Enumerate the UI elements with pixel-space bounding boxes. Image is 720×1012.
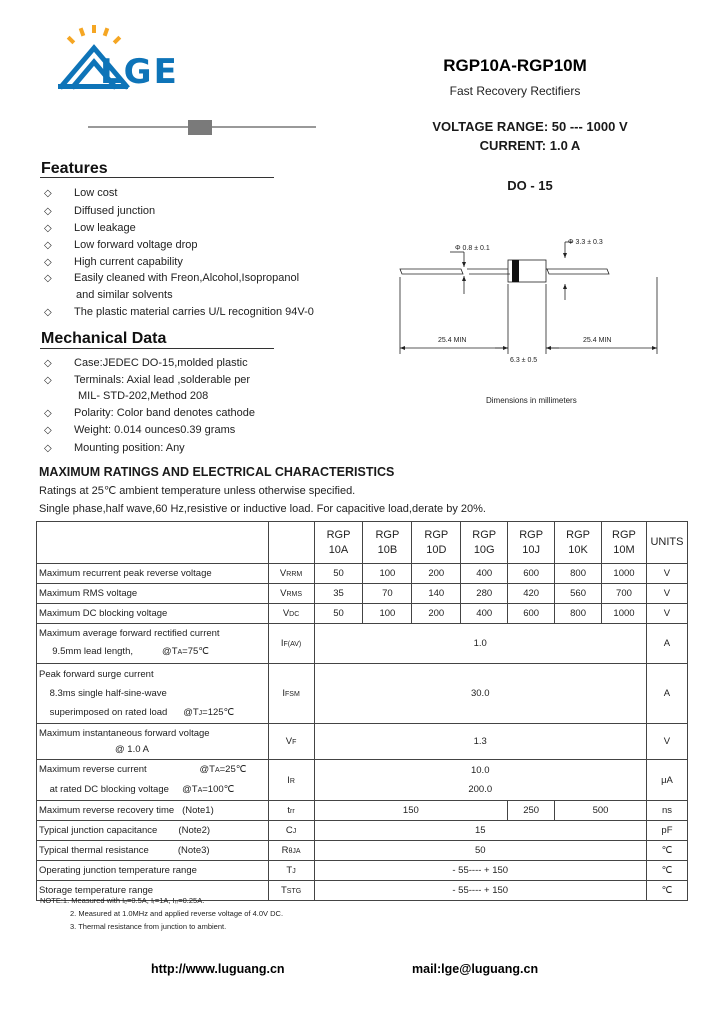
diamond-bullet-icon: ◇: [44, 408, 52, 419]
table-cell: 400: [461, 604, 508, 624]
table-cell: VRRM: [268, 564, 314, 584]
table-row: [37, 664, 688, 724]
table-cell: 10.0 200.0: [314, 760, 646, 801]
column-header: RGP 10G: [461, 522, 508, 564]
table-cell: 140: [412, 584, 461, 604]
table-cell: 560: [555, 584, 602, 604]
units-header: UNITS: [646, 522, 687, 564]
part-number: RGP10A-RGP10M: [443, 56, 587, 75]
table-cell: 100: [363, 564, 412, 584]
table-cell: IFSM: [268, 664, 314, 724]
table-row: [37, 724, 688, 760]
table-cell: V: [646, 564, 687, 584]
table-cell: 700: [602, 584, 647, 604]
table-cell: Maximum average forward rectified current 9.5mm lead length, @TA=75℃: [37, 624, 269, 664]
table-cell: - 55---- + 150: [314, 881, 646, 901]
package-name: DO - 15: [507, 178, 553, 193]
table-cell: ℃: [646, 861, 687, 881]
table-cell: 50: [314, 564, 363, 584]
diamond-bullet-icon: ◇: [44, 223, 52, 234]
table-row: [37, 821, 688, 841]
mechanical-divider: [40, 348, 274, 349]
table-header-row: [37, 522, 688, 564]
table-row: [37, 841, 688, 861]
brand-name: LGE: [100, 52, 179, 92]
table-cell: 500: [555, 801, 647, 821]
body-diameter-label: Φ 3.3 ± 0.3: [568, 239, 603, 246]
table-cell: Maximum DC blocking voltage: [37, 604, 269, 624]
body-length-label: 6.3 ± 0.5: [510, 357, 538, 364]
table-cell: 200: [412, 564, 461, 584]
table-row: [37, 584, 688, 604]
column-header: RGP 10A: [314, 522, 363, 564]
lead-length-left-label: 25.4 MIN: [438, 337, 467, 344]
column-header: RGP 10K: [555, 522, 602, 564]
table-row: [37, 624, 688, 664]
product-subtitle: Fast Recovery Rectifiers: [449, 84, 581, 98]
table-cell: Typical thermal resistance (Note3): [37, 841, 269, 861]
table-cell: Peak forward surge current 8.3ms single half-sine-wave superimposed on rated load @TJ=125℃: [37, 664, 269, 724]
table-cell: TJ: [268, 861, 314, 881]
column-header: RGP 10B: [363, 522, 412, 564]
diamond-bullet-icon: ◇: [44, 425, 52, 436]
diamond-bullet-icon: ◇: [44, 206, 52, 217]
voltage-range: VOLTAGE RANGE: 50 --- 1000 V: [432, 119, 628, 134]
table-cell: trr: [268, 801, 314, 821]
table-cell: 250: [508, 801, 555, 821]
ratings-table: [36, 521, 688, 901]
table-cell: 800: [555, 604, 602, 624]
note-3: 3. Thermal resistance from junction to ambient.: [70, 922, 227, 931]
table-row: [37, 564, 688, 584]
mechanical-list: ◇ Case:JEDEC DO-15,molded plastic ◇ Terminals: Axial lead ,solderable per MIL- STD-202,Method 208 ◇ Polarity: Color band denotes cathode ◇ Weight: 0.014 ounces0.39 grams ◇ Mounting position: Any: [44, 357, 256, 454]
table-cell: V: [646, 604, 687, 624]
features-divider: [40, 177, 274, 178]
features-list: ◇ Low cost ◇ Diffused junction ◇ Low leakage ◇ Low forward voltage drop ◇ High current capability ◇ Easily cleaned with Freon,Alcohol,Isopropanol and similar solvents ◇ The plastic material carries U/L recognition 94V-0: [44, 187, 314, 318]
footer-website-link[interactable]: http://www.luguang.cn: [151, 962, 285, 976]
note-2: 2. Measured at 1.0MHz and applied reverse voltage of 4.0V DC.: [70, 909, 284, 918]
table-cell: V: [646, 584, 687, 604]
ratings-title: MAXIMUM RATINGS AND ELECTRICAL CHARACTERISTICS: [39, 465, 395, 479]
logo-sunburst: [67, 25, 121, 44]
table-cell: 600: [508, 564, 555, 584]
table-cell: 280: [461, 584, 508, 604]
diamond-bullet-icon: ◇: [44, 257, 52, 268]
lead-length-right-label: 25.4 MIN: [583, 337, 612, 344]
table-cell: A: [646, 664, 687, 724]
table-cell: 1000: [602, 604, 647, 624]
table-cell: 1.3: [314, 724, 646, 760]
table-cell: [268, 522, 314, 564]
table-cell: Maximum reverse recovery time (Note1): [37, 801, 269, 821]
table-cell: RθJA: [268, 841, 314, 861]
table-cell: V: [646, 724, 687, 760]
table-cell: 150: [314, 801, 508, 821]
table-cell: 50: [314, 841, 646, 861]
table-cell: Operating junction temperature range: [37, 861, 269, 881]
current-rating: CURRENT: 1.0 A: [479, 138, 581, 153]
table-cell: ℃: [646, 881, 687, 901]
diamond-bullet-icon: ◇: [44, 358, 52, 369]
diamond-bullet-icon: ◇: [44, 188, 52, 199]
table-cell: IF(AV): [268, 624, 314, 664]
table-cell: ℃: [646, 841, 687, 861]
table-cell: Maximum recurrent peak reverse voltage: [37, 564, 269, 584]
table-cell: IR: [268, 760, 314, 801]
table-cell: 30.0: [314, 664, 646, 724]
diamond-bullet-icon: ◇: [44, 443, 52, 454]
note-1: NOTE:1. Measured with Iₑ=0.5A, Iᵣ=1A, Iᵣᵣ=0.25A.: [40, 896, 205, 905]
ratings-note-1: Ratings at 25℃ ambient temperature unless otherwise specified.: [39, 485, 356, 497]
table-cell: Maximum RMS voltage: [37, 584, 269, 604]
table-cell: 70: [363, 584, 412, 604]
do15-dimension-drawing: [395, 232, 665, 372]
column-header: RGP 10M: [602, 522, 647, 564]
table-cell: Typical junction capacitance (Note2): [37, 821, 269, 841]
footer-email-link[interactable]: mail:lge@luguang.cn: [412, 962, 539, 976]
table-cell: TSTG: [268, 881, 314, 901]
table-cell: Maximum instantaneous forward voltage @ 1.0 A: [37, 724, 269, 760]
table-cell: A: [646, 624, 687, 664]
cathode-band: [512, 260, 519, 282]
table-cell: 100: [363, 604, 412, 624]
column-header: RGP 10D: [412, 522, 461, 564]
features-title: Features: [41, 160, 108, 177]
diamond-bullet-icon: ◇: [44, 375, 52, 386]
table-cell: VF: [268, 724, 314, 760]
table-cell: 420: [508, 584, 555, 604]
diamond-bullet-icon: ◇: [44, 273, 52, 284]
table-cell: 50: [314, 604, 363, 624]
lead-diameter-label: Φ 0.8 ± 0.1: [455, 245, 490, 252]
table-row: [37, 801, 688, 821]
dimension-caption: Dimensions in millimeters: [486, 396, 577, 405]
table-cell: 1.0: [314, 624, 646, 664]
table-cell: CJ: [268, 821, 314, 841]
table-cell: 35: [314, 584, 363, 604]
table-cell: 600: [508, 604, 555, 624]
ratings-note-2: Single phase,half wave,60 Hz,resistive or inductive load. For capacitive load,derate by 20%.: [39, 503, 486, 515]
diode-photo: [88, 118, 316, 138]
diamond-bullet-icon: ◇: [44, 240, 52, 251]
table-cell: - 55---- + 150: [314, 861, 646, 881]
table-row: [37, 760, 688, 801]
diamond-bullet-icon: ◇: [44, 307, 52, 318]
table-cell: VDC: [268, 604, 314, 624]
table-cell: Storage temperature range: [37, 881, 269, 901]
table-cell: [37, 522, 269, 564]
table-row: [37, 861, 688, 881]
table-cell: 15: [314, 821, 646, 841]
table-cell: 1000: [602, 564, 647, 584]
mechanical-title: Mechanical Data: [41, 330, 167, 347]
table-cell: μA: [646, 760, 687, 801]
column-header: RGP 10J: [508, 522, 555, 564]
table-row: [37, 604, 688, 624]
table-cell: 800: [555, 564, 602, 584]
table-cell: Maximum reverse current @TA=25℃ at rated DC blocking voltage @TA=100℃: [37, 760, 269, 801]
table-cell: pF: [646, 821, 687, 841]
table-cell: VRMS: [268, 584, 314, 604]
table-cell: ns: [646, 801, 687, 821]
table-cell: 200: [412, 604, 461, 624]
table-cell: 400: [461, 564, 508, 584]
